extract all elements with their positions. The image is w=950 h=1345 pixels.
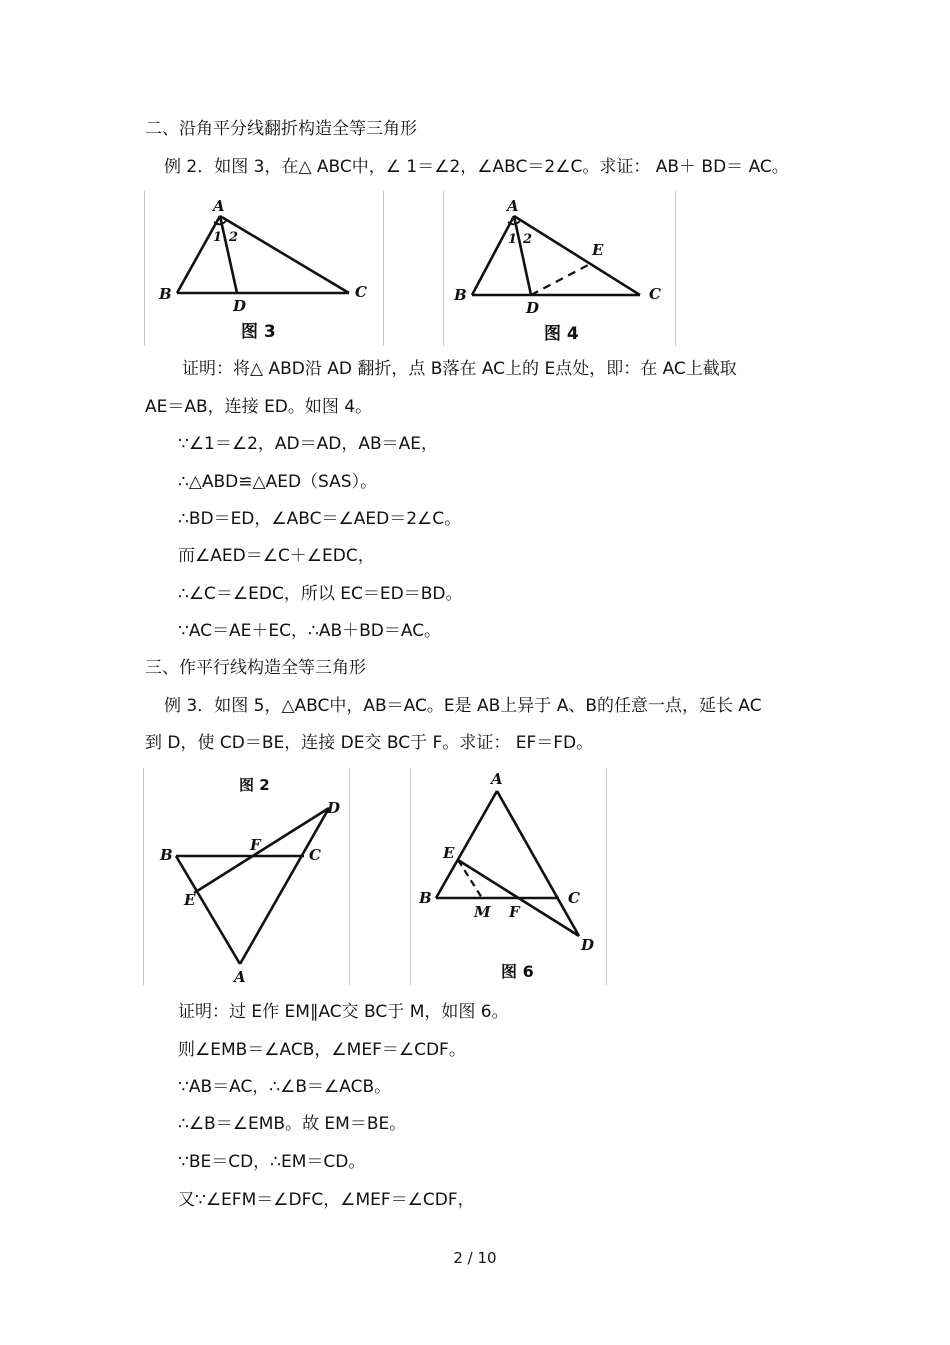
figure-4	[443, 191, 676, 346]
figure-3	[144, 191, 384, 346]
fig4-label-a: A	[507, 197, 519, 215]
fig3-angle-1: 1	[213, 230, 223, 245]
fig4-caption: 图 4	[544, 324, 579, 344]
fig4-label-d: D	[526, 299, 540, 317]
fig5-label-e: E	[184, 891, 196, 909]
fig5-label-a: A	[234, 968, 246, 985]
fig5-label-c: C	[309, 846, 321, 864]
figure-4-diagram	[444, 191, 675, 346]
fig6-label-a: A	[491, 770, 503, 788]
proof2-line-7: ∴∠C＝∠EDC，所以 EC＝ED＝BD。	[178, 584, 463, 604]
proof2-line-2: AE＝AB，连接 ED。如图 4。	[145, 397, 373, 417]
fig3-label-d: D	[233, 297, 247, 315]
fig6-label-b: B	[419, 889, 432, 907]
fig6-label-m: M	[474, 903, 491, 921]
proof3-line-5: ∵BE＝CD，∴EM＝CD。	[178, 1152, 366, 1172]
figure-3-diagram	[145, 191, 383, 346]
proof3-line-1: 证明：过 E作 EM∥AC交 BC于 M，如图 6。	[178, 1002, 509, 1022]
fig6-label-f: F	[509, 903, 520, 921]
proof3-line-4: ∴∠B＝∠EMB。故 EM＝BE。	[178, 1114, 407, 1134]
page-number: 2 / 10	[453, 1249, 497, 1267]
proof3-line-3: ∵AB＝AC，∴∠B＝∠ACB。	[178, 1077, 392, 1097]
figure-5	[143, 768, 350, 985]
example3-line-2: 到 D，使 CD＝BE，连接 DE交 BC于 F。求证： EF＝FD。	[145, 733, 594, 753]
figure-5-diagram	[144, 768, 349, 985]
fig3-label-b: B	[159, 285, 172, 303]
proof2-line-1: 证明：将△ ABD沿 AD 翻折，点 B落在 AC上的 E点处，即：在 AC上截取	[182, 359, 737, 379]
fig3-label-c: C	[355, 283, 367, 301]
fig3-caption: 图 3	[241, 322, 276, 342]
fig5-caption: 图 2	[239, 776, 270, 794]
fig4-angle-1: 1	[508, 232, 518, 247]
section2-heading: 二、沿角平分线翻折构造全等三角形	[145, 119, 417, 139]
fig5-label-d: D	[327, 799, 341, 817]
fig6-label-d: D	[581, 936, 595, 954]
fig4-label-c: C	[649, 285, 661, 303]
example3-line-1: 例 3．如图 5，△ABC中，AB＝AC。E是 AB上异于 A、B的任意一点，延长 AC	[164, 696, 762, 716]
figure-6	[410, 768, 607, 985]
fig5-label-f: F	[250, 836, 261, 854]
proof2-line-5: ∴BD＝ED，∠ABC＝∠AED＝2∠C。	[178, 509, 462, 529]
fig3-angle-2: 2	[229, 230, 239, 245]
fig6-label-c: C	[568, 889, 580, 907]
example2-statement: 例 2．如图 3，在△ ABC中，∠ 1＝∠2，∠ABC＝2∠C。求证： AB＋ BD＝ AC。	[164, 157, 789, 177]
fig6-caption: 图 6	[501, 962, 534, 981]
fig6-label-e: E	[443, 844, 455, 862]
fig4-label-e: E	[592, 241, 604, 259]
figure-6-diagram	[411, 768, 606, 985]
fig3-label-a: A	[213, 197, 225, 215]
proof3-line-6: 又∵∠EFM＝∠DFC，∠MEF＝∠CDF，	[178, 1190, 475, 1210]
proof3-line-2: 则∠EMB＝∠ACB，∠MEF＝∠CDF。	[178, 1040, 466, 1060]
proof2-line-3: ∵∠1＝∠2，AD＝AD，AB＝AE，	[178, 434, 439, 454]
fig4-angle-2: 2	[523, 232, 533, 247]
proof2-line-4: ∴△ABD≌△AED（SAS）。	[178, 472, 378, 492]
fig4-label-b: B	[454, 286, 467, 304]
proof2-line-6: 而∠AED＝∠C＋∠EDC，	[178, 546, 375, 566]
section3-heading: 三、作平行线构造全等三角形	[145, 658, 366, 678]
fig5-label-b: B	[160, 846, 173, 864]
proof2-line-8: ∵AC＝AE＋EC，∴AB＋BD＝AC。	[178, 621, 442, 641]
